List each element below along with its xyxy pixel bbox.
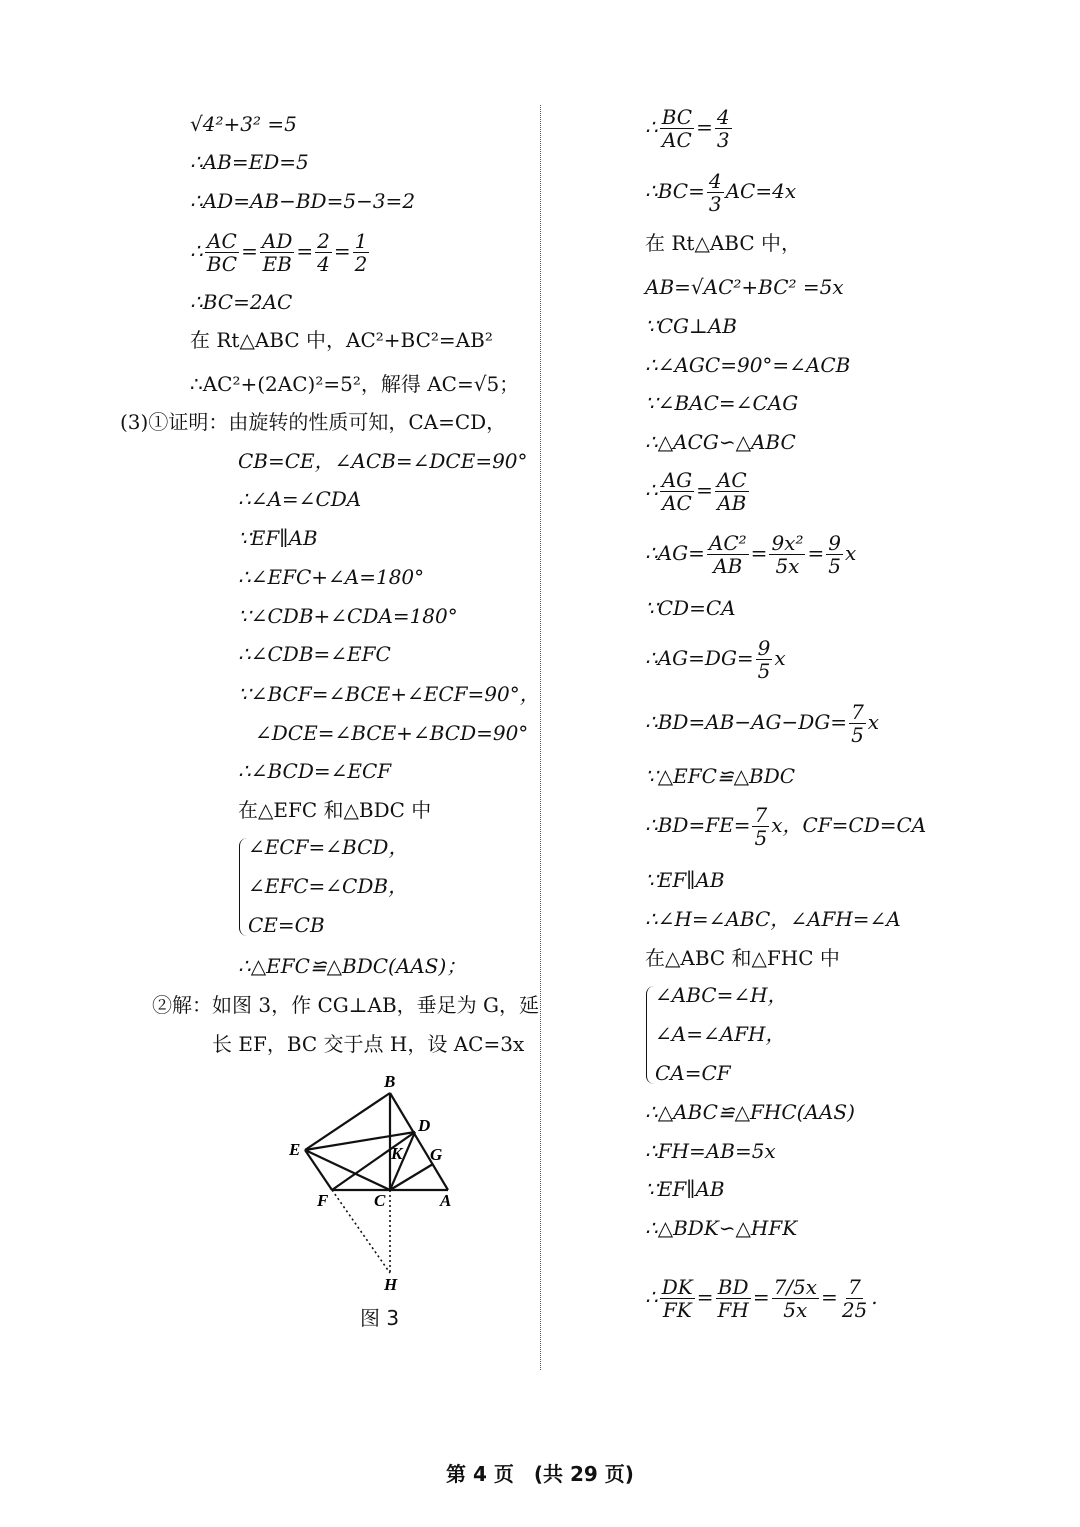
right-line-15: [645, 804, 926, 849]
equals: =: [296, 239, 314, 263]
label-K: K: [391, 1144, 403, 1163]
numerator: 4: [708, 169, 722, 193]
denominator: 5: [754, 826, 768, 850]
denominator: 5: [757, 659, 771, 683]
left-line-9: CB=CE，∠ACB=∠DCE=90°: [238, 449, 528, 473]
geometry-figure: [280, 1068, 480, 1298]
page-footer: 第 4 页 (共 29 页): [446, 1462, 634, 1486]
denominator: 3: [716, 128, 730, 152]
numerator: 9: [828, 531, 841, 555]
right-line-18: 在△ABC 和△FHC 中: [645, 946, 840, 970]
fraction: [715, 106, 732, 151]
label-F: F: [317, 1191, 329, 1210]
brace-icon: [239, 838, 248, 936]
right-line-5: ∵CG⊥AB: [645, 314, 737, 338]
expr-prefix: ∴BD=FE=: [645, 813, 751, 837]
label-B: B: [384, 1072, 396, 1091]
left-line-6: 在 Rt△ABC 中，AC²+BC²=AB²: [190, 328, 493, 352]
left-line-12: ∴∠EFC+∠A=180°: [238, 565, 425, 589]
right-line-14: ∵△EFC≌△BDC: [645, 764, 796, 788]
right-line-11: ∵CD=CA: [645, 596, 736, 620]
right-line-7: ∵∠BAC=∠CAG: [645, 391, 799, 415]
left-line-16: ∠DCE=∠BCE+∠BCD=90°: [255, 721, 529, 745]
left-line-20: ②解：如图 3，作 CG⊥AB，垂足为 G，延: [152, 993, 540, 1017]
left-line-2: ∴AB=ED=5: [190, 150, 309, 174]
fraction: [353, 230, 370, 275]
fraction: [707, 170, 724, 215]
right-line-16: ∵EF∥AB: [645, 868, 725, 892]
brace-line-2: ∠EFC=∠CDB，: [248, 874, 409, 898]
right-line-10: [645, 532, 856, 577]
numerator: AC: [716, 468, 747, 492]
expr-suffix: x: [867, 710, 880, 734]
fraction: [260, 230, 294, 275]
numerator: 7: [754, 803, 768, 827]
segment-BE: [305, 1093, 390, 1150]
left-line-17: ∴∠BCD=∠ECF: [238, 759, 392, 783]
right-line-19: ∴△ABC≌△FHC(AAS): [645, 1100, 855, 1124]
right-line-4: AB=√AC²+BC² =5x: [645, 275, 844, 299]
expr-suffix: AC=4x: [725, 179, 797, 203]
therefore-symbol: ∴: [645, 115, 658, 139]
numerator: 4: [716, 105, 730, 129]
equals: =: [807, 541, 825, 565]
left-line-21: 长 EF，BC 交于点 H，设 AC=3x: [212, 1032, 525, 1056]
expr-prefix: ∴AG=DG=: [645, 646, 754, 670]
period: .: [871, 1285, 878, 1309]
right-line-9: [645, 469, 751, 514]
numerator: AC: [207, 229, 237, 253]
equals: =: [696, 1285, 714, 1309]
denominator: 5x: [783, 1298, 808, 1322]
left-line-14: ∴∠CDB=∠EFC: [238, 642, 391, 666]
fraction: [772, 1276, 819, 1321]
equals: =: [241, 239, 258, 263]
fraction: [752, 804, 769, 849]
left-line-11: ∵EF∥AB: [238, 526, 318, 550]
label-H: H: [384, 1275, 398, 1294]
numerator: 7: [851, 700, 864, 724]
fraction: [769, 532, 805, 577]
brace-icon: [646, 986, 655, 1084]
fraction: [205, 230, 239, 275]
right-line-20: ∴FH=AB=5x: [645, 1139, 776, 1163]
numerator: 9: [757, 636, 771, 660]
right-line-22: ∴△BDK∽△HFK: [645, 1216, 798, 1240]
figure-caption: 图 3: [360, 1306, 400, 1330]
right-line-21: ∵EF∥AB: [645, 1177, 725, 1201]
denominator: 2: [354, 252, 368, 276]
numerator: 7/5x: [773, 1275, 818, 1299]
label-D: D: [418, 1116, 431, 1135]
right-line-3: 在 Rt△ABC 中，: [645, 231, 802, 255]
numerator: 1: [354, 229, 368, 253]
segment-BA: [390, 1093, 448, 1190]
denominator: 5x: [775, 554, 800, 578]
therefore-symbol: ∴: [190, 239, 203, 263]
therefore-symbol: ∴: [645, 1285, 658, 1309]
equals: =: [696, 115, 713, 139]
column-divider: [540, 105, 541, 1370]
expr-prefix: ∴BD=AB−AG−DG=: [645, 710, 848, 734]
right-line-13: [645, 701, 879, 746]
left-line-18: 在△EFC 和△BDC 中: [238, 798, 432, 822]
left-line-5: ∴BC=2AC: [190, 290, 293, 314]
therefore-symbol: ∴: [645, 478, 658, 502]
left-line-10: ∴∠A=∠CDA: [238, 487, 362, 511]
fraction: [840, 1276, 869, 1321]
fraction: [715, 1276, 750, 1321]
fraction: [715, 469, 749, 514]
equals: =: [750, 541, 768, 565]
denominator: 25: [841, 1298, 868, 1322]
brace-line-3: CE=CB: [248, 913, 325, 937]
fraction: [707, 532, 749, 577]
numerator: 7: [848, 1275, 861, 1299]
fraction: [826, 532, 843, 577]
expr-prefix: ∴AG=: [645, 541, 705, 565]
fraction: [315, 230, 332, 275]
brace-line-1: ∠ECF=∠BCD，: [248, 835, 409, 859]
denominator: FK: [662, 1298, 692, 1322]
left-line-19: ∴△EFC≌△BDC(AAS)；: [238, 954, 467, 978]
expr-suffix: x: [774, 646, 786, 670]
denominator: AC: [662, 491, 692, 515]
expr-suffix: x，CF=CD=CA: [771, 813, 927, 837]
equals: =: [333, 239, 351, 263]
left-line-8: (3)①证明：由旋转的性质可知，CA=CD，: [120, 410, 507, 434]
expr-prefix: ∴BC=: [645, 179, 705, 203]
denominator: 5: [828, 554, 841, 578]
left-line-7: ∴AC²+(2AC)²=5²，解得 AC=√5；: [190, 372, 520, 396]
numerator: BC: [661, 105, 693, 129]
right-line-6: ∴∠AGC=90°=∠ACB: [645, 353, 851, 377]
denominator: AB: [713, 554, 743, 578]
fraction: [660, 469, 694, 514]
denominator: 5: [851, 723, 864, 747]
fraction: [660, 1276, 695, 1321]
right-line-23: [645, 1276, 878, 1321]
equals: =: [821, 1285, 838, 1309]
denominator: 3: [708, 192, 722, 216]
left-brace-system: [248, 828, 408, 945]
numerator: AC²: [708, 531, 747, 555]
fraction: [849, 701, 866, 746]
left-line-4: [190, 230, 371, 275]
denominator: BC: [206, 252, 238, 276]
left-line-1: √4²+3² =5: [190, 112, 297, 136]
numerator: BD: [717, 1275, 749, 1299]
label-C: C: [374, 1191, 386, 1210]
equals: =: [752, 1285, 770, 1309]
equals: =: [696, 478, 713, 502]
right-line-12: [645, 637, 786, 682]
label-E: E: [289, 1140, 301, 1159]
brace-line-2: ∠A=∠AFH，: [655, 1022, 786, 1046]
fraction: [756, 637, 773, 682]
fraction: [660, 106, 694, 151]
numerator: 2: [317, 229, 330, 253]
denominator: FH: [717, 1298, 749, 1322]
numerator: 9x²: [771, 531, 804, 555]
denominator: 4: [317, 252, 330, 276]
left-line-15: ∵∠BCF=∠BCE+∠ECF=90°，: [238, 682, 540, 706]
denominator: AB: [717, 491, 747, 515]
expr-suffix: x: [844, 541, 857, 565]
numerator: AD: [261, 229, 293, 253]
numerator: AG: [661, 468, 693, 492]
left-line-3: ∴AD=AB−BD=5−3=2: [190, 189, 416, 213]
left-line-13: ∵∠CDB+∠CDA=180°: [238, 604, 458, 628]
right-line-1: [645, 106, 734, 151]
numerator: DK: [661, 1275, 693, 1299]
brace-line-3: CA=CF: [655, 1061, 731, 1085]
label-A: A: [440, 1191, 452, 1210]
brace-line-1: ∠ABC=∠H，: [655, 983, 788, 1007]
right-line-8: ∴△ACG∽△ABC: [645, 430, 796, 454]
right-line-17: ∴∠H=∠ABC，∠AFH=∠A: [645, 907, 901, 931]
denominator: EB: [262, 252, 292, 276]
right-brace-system: [655, 976, 788, 1093]
right-line-2: [645, 170, 796, 215]
denominator: AC: [662, 128, 692, 152]
label-G: G: [430, 1145, 443, 1164]
